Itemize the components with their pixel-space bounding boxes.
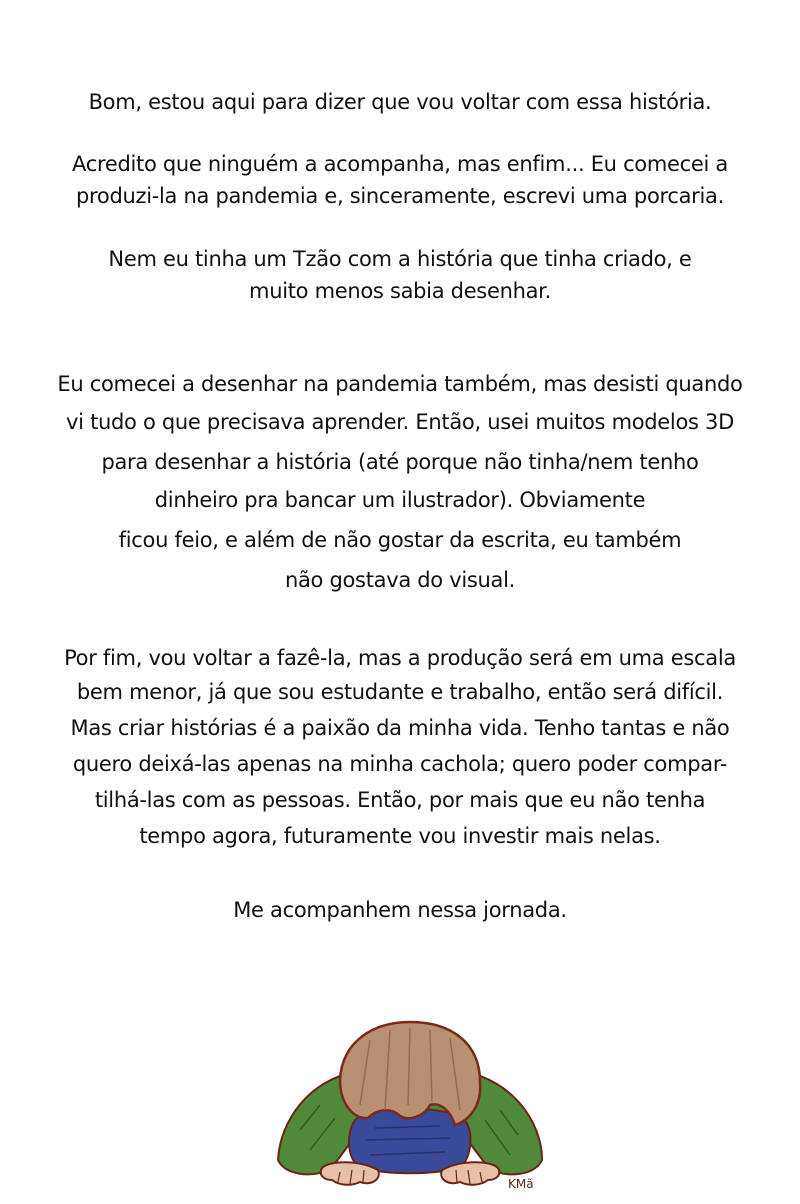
hand-right-shape (441, 1162, 499, 1185)
bowing-person-drawing (260, 1010, 560, 1200)
text-line: para desenhar a história (até porque não tinha/nem tenho (101, 450, 699, 474)
text-line: Eu comecei a desenhar na pandemia também, mas desisti quando (57, 372, 743, 396)
text-line: Por fim, vou voltar a fazê-la, mas a produção será em uma escala (64, 646, 736, 670)
text-line: não gostava do visual. (284, 568, 516, 592)
text-line: Nem eu tinha um Tzão com a história que tinha criado, e (108, 247, 692, 271)
text-line: dinheiro pra bancar um ilustrador). Obviamente (154, 488, 646, 512)
text-line: bem menor, já que sou estudante e trabalho, então será difícil. (76, 680, 724, 704)
text-line: tilhá-las com as pessoas. Então, por mais que eu não tenha (94, 788, 706, 812)
text-line: produzi-la na pandemia e, sinceramente, escrevi uma porcaria. (76, 184, 724, 208)
signature-text: KMã (508, 1177, 534, 1191)
text-line: Me acompanhem nessa jornada. (233, 898, 567, 922)
text-line: Acredito que ninguém a acompanha, mas enfim... Eu comecei a (72, 152, 728, 176)
hand-left-shape (321, 1162, 379, 1185)
text-line: vi tudo o que precisava aprender. Então, usei muitos modelos 3D (66, 410, 734, 434)
text-line: muito menos sabia desenhar. (249, 279, 551, 303)
text-line: quero deixá-las apenas na minha cachola; quero poder compar- (72, 752, 728, 776)
text-line: Mas criar histórias é a paixão da minha vida. Tenho tantas e não (70, 716, 730, 740)
text-line: ficou feio, e além de não gostar da escrita, eu também (118, 528, 682, 552)
text-line: tempo agora, futuramente vou investir mais nelas. (139, 824, 661, 848)
text-line: Bom, estou aqui para dizer que vou voltar com essa história. (88, 90, 712, 114)
